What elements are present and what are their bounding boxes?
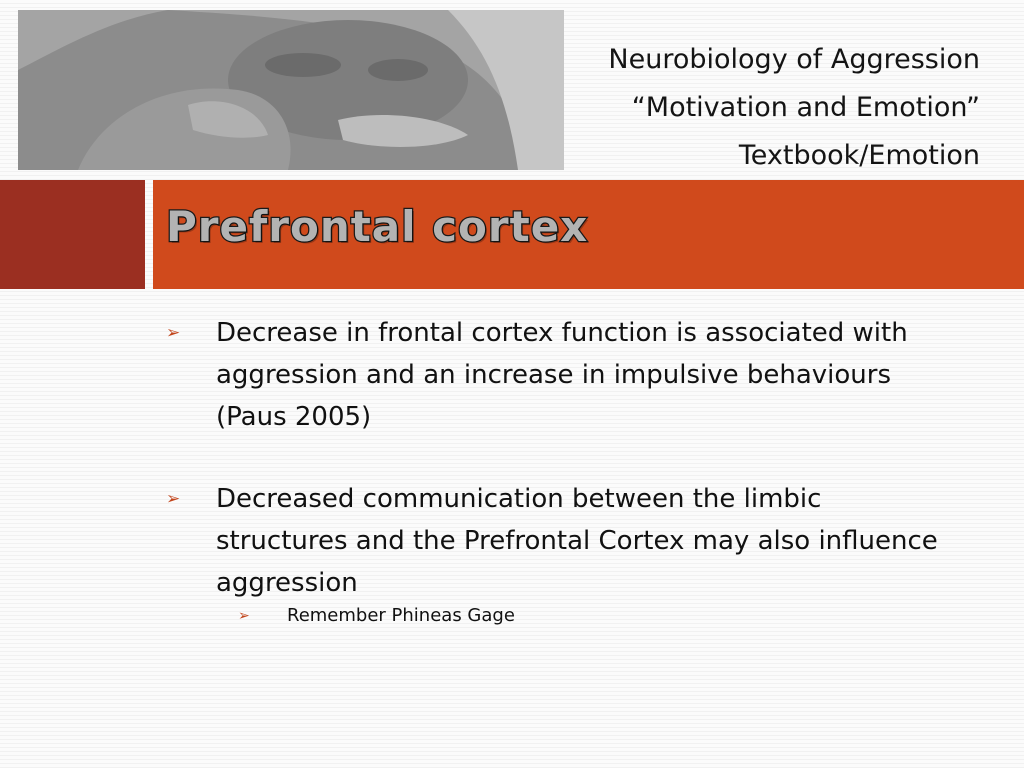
chimpanzee-photo-graphic bbox=[18, 10, 564, 170]
title-band-left-block bbox=[0, 180, 145, 289]
bullet-list bbox=[160, 312, 950, 630]
slide-title: Prefrontal cortex bbox=[166, 202, 589, 251]
arrowhead-bullet-icon: ➢ bbox=[166, 323, 181, 343]
sub-bullet-item-1 bbox=[160, 602, 950, 630]
header-line-2: “Motivation and Emotion” bbox=[631, 92, 980, 123]
bullet-item-2 bbox=[160, 478, 950, 604]
arrowhead-bullet-icon: ➢ bbox=[166, 489, 181, 509]
sub-bullet-text-1: Remember Phineas Gage bbox=[287, 605, 515, 626]
bullet-text-2: Decreased communication between the limbic structures and the Prefrontal Cortex may also influence aggression bbox=[216, 484, 938, 598]
header-line-3: Textbook/Emotion bbox=[738, 140, 980, 171]
arrowhead-bullet-icon: ➢ bbox=[238, 608, 250, 624]
header-text bbox=[608, 36, 980, 180]
bullet-text-1: Decrease in frontal cortex function is associated with aggression and an increase in impulsive behaviours (Paus 2005) bbox=[216, 318, 908, 432]
header-line-1: Neurobiology of Aggression bbox=[608, 44, 980, 75]
bullet-item-1 bbox=[160, 312, 950, 438]
header-chimpanzee-image bbox=[18, 10, 564, 170]
